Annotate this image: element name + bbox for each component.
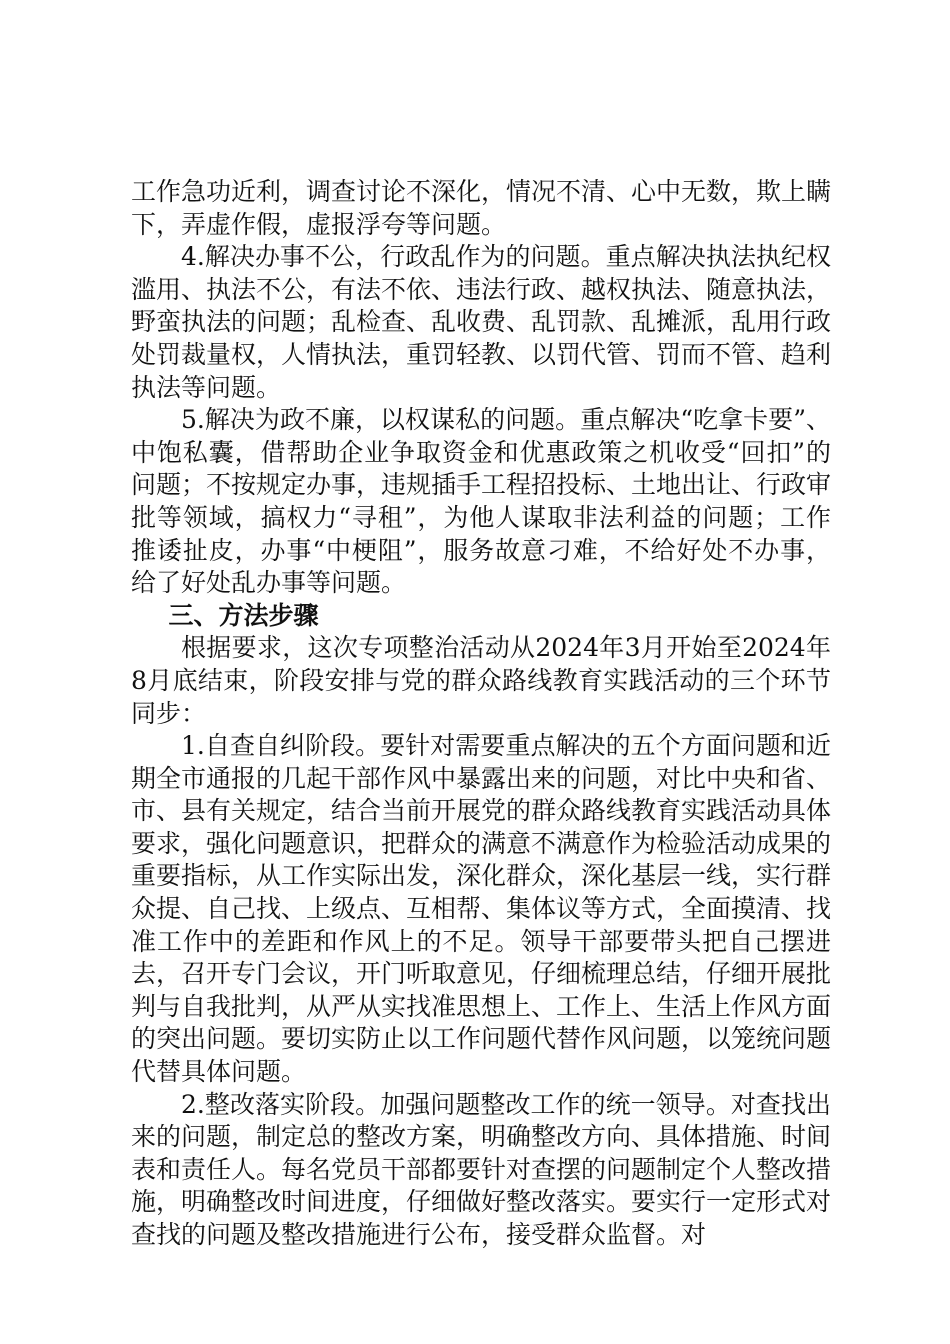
document-body	[131, 176, 831, 1252]
paragraph-item-5: 5.解决为政不廉，以权谋私的问题。重点解决“吃拿卡要”、中饱私囊，借帮助企业争取资金和优惠政策之机收受“回扣”的问题；不按规定办事，违规插手工程招投标、土地出让、行政审批等领域，搞权力“寻租”，为他人谋取非法利益的问题；工作推诿扯皮，办事“中梗阻”，服务故意刁难，不给好处不办事，给了好处乱办事等问题。	[131, 405, 832, 598]
paragraph-step-1: 1.自查自纠阶段。要针对需要重点解决的五个方面问题和近期全市通报的几起干部作风中暴露出来的问题，对比中央和省、市、县有关规定，结合当前开展党的群众路线教育实践活动具体要求，强化问题意识，把群众的满意不满意作为检验活动成果的重要指标，从工作实际出发，深化群众，深化基层一线，实行群众提、自己找、上级点、互相帮、集体议等方式，全面摸清、找准工作中的差距和作风上的不足。领导干部要带头把自己摆进去，召开专门会议，开门听取意见，仔细梳理总结，仔细开展批判与自我批判，从严从实找准思想上、工作上、生活上作风方面的突出问题。要切实防止以工作问题代替作风问题，以笼统问题代替具体问题。	[131, 731, 832, 1087]
paragraph-item-4: 4.解决办事不公，行政乱作为的问题。重点解决执法执纪权滥用、执法不公，有法不依、违法行政、越权执法、随意执法，野蛮执法的问题；乱检查、乱收费、乱罚款、乱摊派，乱用行政处罚裁量权，人情执法，重罚轻教、以罚代管、罚而不管、趋利执法等问题。	[131, 242, 832, 402]
paragraph-step-2: 2.整改落实阶段。加强问题整改工作的统一领导。对查找出来的问题，制定总的整改方案，明确整改方向、具体措施、时间表和责任人。每名党员干部都要针对查摆的问题制定个人整改措施，明确整改时间进度，仔细做好整改落实。要实行一定形式对查找的问题及整改措施进行公布，接受群众监督。对	[131, 1089, 832, 1249]
paragraph-intro: 根据要求，这次专项整治活动从2024年3月开始至2024年8月底结束，阶段安排与党的群众路线教育实践活动的三个环节同步：	[131, 633, 831, 728]
paragraph-continuation: 工作急功近利，调查讨论不深化，情况不清、心中无数，欺上瞒下，弄虚作假，虚报浮夸等问题。	[131, 177, 832, 239]
section-heading: 三、方法步骤	[168, 600, 319, 630]
